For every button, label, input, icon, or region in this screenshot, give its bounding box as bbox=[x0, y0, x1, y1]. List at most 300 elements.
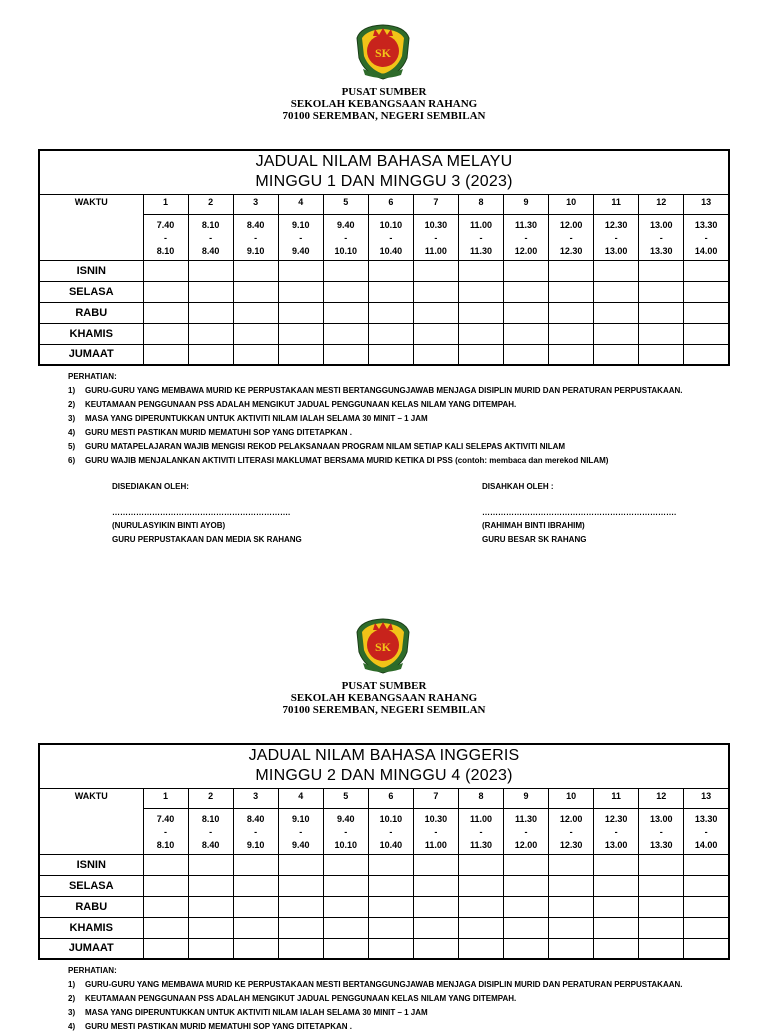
time-start: 8.40 bbox=[246, 813, 265, 824]
day-label: ISNIN bbox=[39, 260, 143, 281]
slot-cell bbox=[143, 260, 188, 281]
slot-cell bbox=[233, 344, 278, 365]
slot-cell bbox=[594, 302, 639, 323]
slot-cell bbox=[504, 875, 549, 896]
time-start: 13.00 bbox=[649, 219, 673, 230]
day-row-selasa bbox=[39, 281, 729, 302]
period-time bbox=[639, 214, 684, 260]
note-text: KEUTAMAAN PENGGUNAAN PSS ADALAH MENGIKUT JADUAL PENGGUNAAN KELAS NILAM YANG DITEMPAH. bbox=[85, 994, 517, 1003]
time-end: 8.40 bbox=[201, 245, 220, 256]
slot-cell bbox=[188, 323, 233, 344]
time-end: 12.00 bbox=[514, 839, 538, 850]
note-item bbox=[68, 992, 748, 1006]
school-unit-heading: PUSAT SUMBER bbox=[341, 680, 427, 692]
note-text: GURU MESTI PASTIKAN MURID MEMATUHI SOP YANG DITETAPKAN . bbox=[85, 428, 352, 437]
period-number: 6 bbox=[368, 194, 413, 214]
slot-cell bbox=[549, 260, 594, 281]
approved-by-name: (RAHIMAH BINTI IBRAHIM) bbox=[482, 521, 585, 530]
day-label: RABU bbox=[39, 302, 143, 323]
notes-title: PERHATIAN: bbox=[68, 372, 117, 381]
slot-cell bbox=[323, 854, 368, 875]
day-row-selasa bbox=[39, 875, 729, 896]
period-number: 11 bbox=[594, 194, 639, 214]
time-start: 7.40 bbox=[156, 219, 175, 230]
day-label: JUMAAT bbox=[39, 344, 143, 365]
table-title-line-1: JADUAL NILAM BAHASA MELAYU bbox=[255, 153, 513, 171]
period-time bbox=[323, 214, 368, 260]
period-number: 12 bbox=[639, 788, 684, 808]
slot-cell bbox=[594, 344, 639, 365]
table-title-line-2: MINGGU 1 DAN MINGGU 3 (2023) bbox=[255, 173, 513, 191]
note-item bbox=[68, 412, 748, 426]
period-time bbox=[233, 214, 278, 260]
time-start: 13.30 bbox=[694, 813, 718, 824]
period-time bbox=[143, 214, 188, 260]
time-dash: - bbox=[389, 826, 393, 837]
time-end: 9.40 bbox=[291, 245, 310, 256]
period-time bbox=[639, 808, 684, 854]
time-end: 11.30 bbox=[469, 245, 492, 256]
period-number: 5 bbox=[323, 788, 368, 808]
time-dash: - bbox=[254, 232, 258, 243]
day-row-rabu bbox=[39, 896, 729, 917]
period-time bbox=[278, 214, 323, 260]
period-time bbox=[684, 808, 729, 854]
time-start: 12.30 bbox=[604, 219, 628, 230]
period-number: 2 bbox=[188, 788, 233, 808]
time-dash: - bbox=[659, 826, 663, 837]
slot-cell bbox=[188, 938, 233, 959]
slot-cell bbox=[504, 896, 549, 917]
slot-cell bbox=[278, 302, 323, 323]
slot-cell bbox=[413, 260, 458, 281]
time-dash: - bbox=[164, 232, 168, 243]
time-end: 8.10 bbox=[156, 245, 175, 256]
period-number: 4 bbox=[278, 788, 323, 808]
period-time bbox=[549, 808, 594, 854]
slot-cell bbox=[143, 344, 188, 365]
slot-cell bbox=[684, 917, 729, 938]
time-start: 12.00 bbox=[559, 219, 583, 230]
slot-cell bbox=[278, 323, 323, 344]
period-number: 11 bbox=[594, 788, 639, 808]
period-time bbox=[458, 808, 503, 854]
waktu-blank-cell bbox=[39, 214, 143, 260]
day-row-khamis bbox=[39, 323, 729, 344]
slot-cell bbox=[504, 302, 549, 323]
school-crest-logo bbox=[353, 24, 413, 80]
period-number: 1 bbox=[143, 194, 188, 214]
period-number: 3 bbox=[233, 788, 278, 808]
period-time bbox=[143, 808, 188, 854]
slot-cell bbox=[458, 917, 503, 938]
time-end: 9.40 bbox=[291, 839, 310, 850]
slot-cell bbox=[188, 875, 233, 896]
time-end: 13.30 bbox=[649, 245, 673, 256]
slot-cell bbox=[278, 938, 323, 959]
period-number: 10 bbox=[549, 788, 594, 808]
time-end: 13.30 bbox=[649, 839, 673, 850]
slot-cell bbox=[323, 875, 368, 896]
day-row-jumaat bbox=[39, 344, 729, 365]
note-text: GURU WAJIB MENJALANKAN AKTIVITI LITERASI MAKLUMAT BERSAMA MURID KETIKA DI PSS (contoh: membaca dan merekod NILAM) bbox=[85, 456, 609, 465]
slot-cell bbox=[188, 344, 233, 365]
period-number: 7 bbox=[413, 788, 458, 808]
slot-cell bbox=[549, 854, 594, 875]
slot-cell bbox=[639, 323, 684, 344]
time-end: 14.00 bbox=[694, 839, 718, 850]
note-text: MASA YANG DIPERUNTUKKAN UNTUK AKTIVITI NILAM IALAH SELAMA 30 MINIT – 1 JAM bbox=[85, 1008, 428, 1017]
slot-cell bbox=[368, 938, 413, 959]
time-end: 13.00 bbox=[604, 245, 628, 256]
period-time bbox=[233, 808, 278, 854]
note-text: GURU-GURU YANG MEMBAWA MURID KE PERPUSTAKAAN MESTI BERTANGGUNGJAWAB MENJAGA DISIPLIN MURID DAN PERATURAN PERPUSTAKAAN. bbox=[85, 386, 683, 395]
slot-cell bbox=[594, 875, 639, 896]
time-end: 11.00 bbox=[424, 839, 447, 850]
slot-cell bbox=[278, 854, 323, 875]
time-dash: - bbox=[569, 826, 573, 837]
slot-cell bbox=[368, 281, 413, 302]
slot-cell bbox=[368, 875, 413, 896]
note-number: 5) bbox=[68, 442, 76, 451]
slot-cell bbox=[639, 344, 684, 365]
time-start: 11.30 bbox=[515, 813, 538, 824]
slot-cell bbox=[368, 854, 413, 875]
slot-cell bbox=[323, 260, 368, 281]
time-start: 11.00 bbox=[469, 813, 492, 824]
time-end: 10.40 bbox=[379, 839, 403, 850]
period-time bbox=[458, 214, 503, 260]
prepared-by-label: DISEDIAKAN OLEH: bbox=[112, 482, 189, 491]
period-time bbox=[594, 808, 639, 854]
slot-cell bbox=[413, 917, 458, 938]
period-time bbox=[368, 214, 413, 260]
slot-cell bbox=[143, 302, 188, 323]
time-dash: - bbox=[164, 826, 168, 837]
period-time bbox=[188, 214, 233, 260]
slot-cell bbox=[549, 917, 594, 938]
period-number: 2 bbox=[188, 194, 233, 214]
time-dash: - bbox=[704, 826, 708, 837]
time-dash: - bbox=[524, 826, 528, 837]
period-number-row bbox=[39, 788, 729, 808]
slot-cell bbox=[143, 896, 188, 917]
timetable-grid bbox=[38, 743, 730, 960]
note-item bbox=[68, 978, 748, 992]
slot-cell bbox=[594, 854, 639, 875]
note-number: 2) bbox=[68, 400, 76, 409]
period-number: 8 bbox=[458, 194, 503, 214]
time-end: 12.30 bbox=[559, 839, 583, 850]
slot-cell bbox=[143, 281, 188, 302]
slot-cell bbox=[323, 302, 368, 323]
slot-cell bbox=[368, 917, 413, 938]
slot-cell bbox=[639, 938, 684, 959]
slot-cell bbox=[684, 302, 729, 323]
period-time-row bbox=[39, 214, 729, 260]
prepared-by-dots: …………………………………………………………. bbox=[112, 508, 291, 517]
waktu-blank-cell bbox=[39, 808, 143, 854]
slot-cell bbox=[458, 938, 503, 959]
day-label: SELASA bbox=[39, 875, 143, 896]
time-end: 12.30 bbox=[559, 245, 583, 256]
time-start: 7.40 bbox=[156, 813, 175, 824]
period-time bbox=[504, 808, 549, 854]
notes-title: PERHATIAN: bbox=[68, 966, 117, 975]
time-start: 13.30 bbox=[694, 219, 718, 230]
slot-cell bbox=[323, 938, 368, 959]
day-label: ISNIN bbox=[39, 854, 143, 875]
slot-cell bbox=[413, 938, 458, 959]
slot-cell bbox=[684, 281, 729, 302]
slot-cell bbox=[549, 323, 594, 344]
slot-cell bbox=[323, 917, 368, 938]
slot-cell bbox=[684, 896, 729, 917]
day-row-isnin bbox=[39, 854, 729, 875]
period-time bbox=[278, 808, 323, 854]
note-text: GURU MESTI PASTIKAN MURID MEMATUHI SOP YANG DITETAPKAN . bbox=[85, 1022, 352, 1031]
time-dash: - bbox=[209, 232, 213, 243]
slot-cell bbox=[639, 917, 684, 938]
waktu-label: WAKTU bbox=[39, 788, 143, 808]
slot-cell bbox=[549, 302, 594, 323]
day-label: JUMAAT bbox=[39, 938, 143, 959]
slot-cell bbox=[368, 302, 413, 323]
time-dash: - bbox=[299, 826, 303, 837]
period-number: 9 bbox=[504, 194, 549, 214]
slot-cell bbox=[233, 875, 278, 896]
period-number-row bbox=[39, 194, 729, 214]
slot-cell bbox=[549, 938, 594, 959]
slot-cell bbox=[504, 281, 549, 302]
note-number: 1) bbox=[68, 980, 76, 989]
slot-cell bbox=[639, 896, 684, 917]
period-number: 13 bbox=[684, 788, 729, 808]
slot-cell bbox=[639, 281, 684, 302]
note-item bbox=[68, 454, 748, 468]
time-dash: - bbox=[389, 232, 393, 243]
school-unit-heading: PUSAT SUMBER bbox=[341, 86, 427, 98]
slot-cell bbox=[504, 938, 549, 959]
slot-cell bbox=[413, 302, 458, 323]
time-dash: - bbox=[299, 232, 303, 243]
period-number: 10 bbox=[549, 194, 594, 214]
time-end: 14.00 bbox=[694, 245, 718, 256]
period-time bbox=[504, 214, 549, 260]
day-row-isnin bbox=[39, 260, 729, 281]
slot-cell bbox=[143, 875, 188, 896]
note-item bbox=[68, 1006, 748, 1020]
school-name-heading: SEKOLAH KEBANGSAAN RAHANG bbox=[290, 98, 478, 110]
period-number: 9 bbox=[504, 788, 549, 808]
time-start: 12.00 bbox=[559, 813, 583, 824]
period-time-row bbox=[39, 808, 729, 854]
time-end: 9.10 bbox=[246, 839, 265, 850]
slot-cell bbox=[188, 896, 233, 917]
slot-cell bbox=[233, 917, 278, 938]
slot-cell bbox=[413, 854, 458, 875]
slot-cell bbox=[594, 260, 639, 281]
note-item bbox=[68, 440, 748, 454]
slot-cell bbox=[278, 260, 323, 281]
notes-block bbox=[68, 964, 748, 1034]
note-text: KEUTAMAAN PENGGUNAAN PSS ADALAH MENGIKUT JADUAL PENGGUNAAN KELAS NILAM YANG DITEMPAH. bbox=[85, 400, 517, 409]
table-title-line-1: JADUAL NILAM BAHASA INGGERIS bbox=[248, 747, 520, 765]
period-number: 3 bbox=[233, 194, 278, 214]
slot-cell bbox=[188, 281, 233, 302]
note-number: 2) bbox=[68, 994, 76, 1003]
timetable-grid bbox=[38, 149, 730, 366]
slot-cell bbox=[594, 938, 639, 959]
time-start: 11.30 bbox=[515, 219, 538, 230]
period-time bbox=[594, 214, 639, 260]
time-end: 10.10 bbox=[334, 245, 358, 256]
note-text: GURU MATAPELAJARAN WAJIB MENGISI REKOD PELAKSANAAN PROGRAM NILAM SETIAP KALI SELEPAS AKTIVITI NILAM bbox=[85, 442, 566, 451]
slot-cell bbox=[458, 854, 503, 875]
slot-cell bbox=[278, 917, 323, 938]
time-end: 13.00 bbox=[604, 839, 628, 850]
slot-cell bbox=[549, 281, 594, 302]
note-number: 3) bbox=[68, 1008, 76, 1017]
slot-cell bbox=[233, 281, 278, 302]
note-number: 4) bbox=[68, 428, 76, 437]
slot-cell bbox=[549, 344, 594, 365]
time-start: 10.10 bbox=[379, 219, 403, 230]
time-dash: - bbox=[434, 232, 438, 243]
time-dash: - bbox=[659, 232, 663, 243]
crest-letters: SK bbox=[374, 640, 392, 654]
period-time bbox=[549, 214, 594, 260]
note-number: 1) bbox=[68, 386, 76, 395]
slot-cell bbox=[639, 302, 684, 323]
time-end: 11.30 bbox=[469, 839, 492, 850]
approved-by-label: DISAHKAH OLEH : bbox=[482, 482, 554, 491]
notes-block bbox=[68, 370, 748, 468]
slot-cell bbox=[188, 302, 233, 323]
slot-cell bbox=[233, 323, 278, 344]
period-number: 1 bbox=[143, 788, 188, 808]
slot-cell bbox=[639, 260, 684, 281]
time-dash: - bbox=[434, 826, 438, 837]
slot-cell bbox=[594, 281, 639, 302]
school-address-heading: 70100 SEREMBAN, NEGERI SEMBILAN bbox=[282, 704, 486, 716]
prepared-by-name: (NURULASYIKIN BINTI AYOB) bbox=[112, 521, 226, 530]
slot-cell bbox=[549, 896, 594, 917]
note-number: 3) bbox=[68, 414, 76, 423]
note-item bbox=[68, 1020, 748, 1034]
time-dash: - bbox=[344, 826, 348, 837]
slot-cell bbox=[458, 260, 503, 281]
slot-cell bbox=[458, 302, 503, 323]
period-number: 4 bbox=[278, 194, 323, 214]
slot-cell bbox=[504, 260, 549, 281]
slot-cell bbox=[233, 260, 278, 281]
time-start: 9.10 bbox=[291, 219, 310, 230]
day-row-jumaat bbox=[39, 938, 729, 959]
period-number: 13 bbox=[684, 194, 729, 214]
note-text: MASA YANG DIPERUNTUKKAN UNTUK AKTIVITI NILAM IALAH SELAMA 30 MINIT – 1 JAM bbox=[85, 414, 428, 423]
period-number: 6 bbox=[368, 788, 413, 808]
note-number: 4) bbox=[68, 1022, 76, 1031]
slot-cell bbox=[684, 260, 729, 281]
note-item bbox=[68, 426, 748, 440]
time-start: 10.30 bbox=[424, 813, 448, 824]
note-item bbox=[68, 384, 748, 398]
time-start: 11.00 bbox=[469, 219, 492, 230]
slot-cell bbox=[549, 875, 594, 896]
approved-by-role: GURU BESAR SK RAHANG bbox=[482, 535, 587, 544]
slot-cell bbox=[639, 854, 684, 875]
day-row-khamis bbox=[39, 917, 729, 938]
note-item bbox=[68, 398, 748, 412]
slot-cell bbox=[233, 854, 278, 875]
day-label: SELASA bbox=[39, 281, 143, 302]
slot-cell bbox=[684, 938, 729, 959]
slot-cell bbox=[143, 917, 188, 938]
time-dash: - bbox=[524, 232, 528, 243]
slot-cell bbox=[323, 344, 368, 365]
slot-cell bbox=[413, 344, 458, 365]
slot-cell bbox=[458, 896, 503, 917]
slot-cell bbox=[278, 344, 323, 365]
slot-cell bbox=[233, 896, 278, 917]
day-row-rabu bbox=[39, 302, 729, 323]
slot-cell bbox=[504, 344, 549, 365]
period-time bbox=[684, 214, 729, 260]
period-time bbox=[413, 808, 458, 854]
school-address-heading: 70100 SEREMBAN, NEGERI SEMBILAN bbox=[282, 110, 486, 122]
slot-cell bbox=[143, 938, 188, 959]
slot-cell bbox=[413, 875, 458, 896]
slot-cell bbox=[684, 323, 729, 344]
day-label: RABU bbox=[39, 896, 143, 917]
slot-cell bbox=[594, 323, 639, 344]
table-title bbox=[39, 150, 729, 194]
school-name-heading: SEKOLAH KEBANGSAAN RAHANG bbox=[290, 692, 478, 704]
slot-cell bbox=[278, 875, 323, 896]
crest-letters: SK bbox=[374, 46, 392, 60]
time-end: 8.10 bbox=[156, 839, 175, 850]
time-end: 11.00 bbox=[424, 245, 447, 256]
time-start: 8.40 bbox=[246, 219, 265, 230]
slot-cell bbox=[143, 323, 188, 344]
slot-cell bbox=[684, 875, 729, 896]
slot-cell bbox=[413, 323, 458, 344]
time-start: 13.00 bbox=[649, 813, 673, 824]
time-dash: - bbox=[614, 826, 618, 837]
period-number: 5 bbox=[323, 194, 368, 214]
slot-cell bbox=[233, 938, 278, 959]
slot-cell bbox=[188, 917, 233, 938]
time-start: 8.10 bbox=[201, 813, 220, 824]
slot-cell bbox=[458, 344, 503, 365]
slot-cell bbox=[368, 344, 413, 365]
time-start: 9.10 bbox=[291, 813, 310, 824]
slot-cell bbox=[504, 917, 549, 938]
slot-cell bbox=[368, 896, 413, 917]
time-dash: - bbox=[614, 232, 618, 243]
slot-cell bbox=[458, 875, 503, 896]
slot-cell bbox=[458, 281, 503, 302]
time-start: 9.40 bbox=[337, 219, 355, 230]
slot-cell bbox=[188, 854, 233, 875]
period-number: 8 bbox=[458, 788, 503, 808]
time-dash: - bbox=[209, 826, 213, 837]
note-number: 6) bbox=[68, 456, 76, 465]
slot-cell bbox=[278, 896, 323, 917]
table-title-line-2: MINGGU 2 DAN MINGGU 4 (2023) bbox=[255, 767, 513, 785]
day-label: KHAMIS bbox=[39, 323, 143, 344]
